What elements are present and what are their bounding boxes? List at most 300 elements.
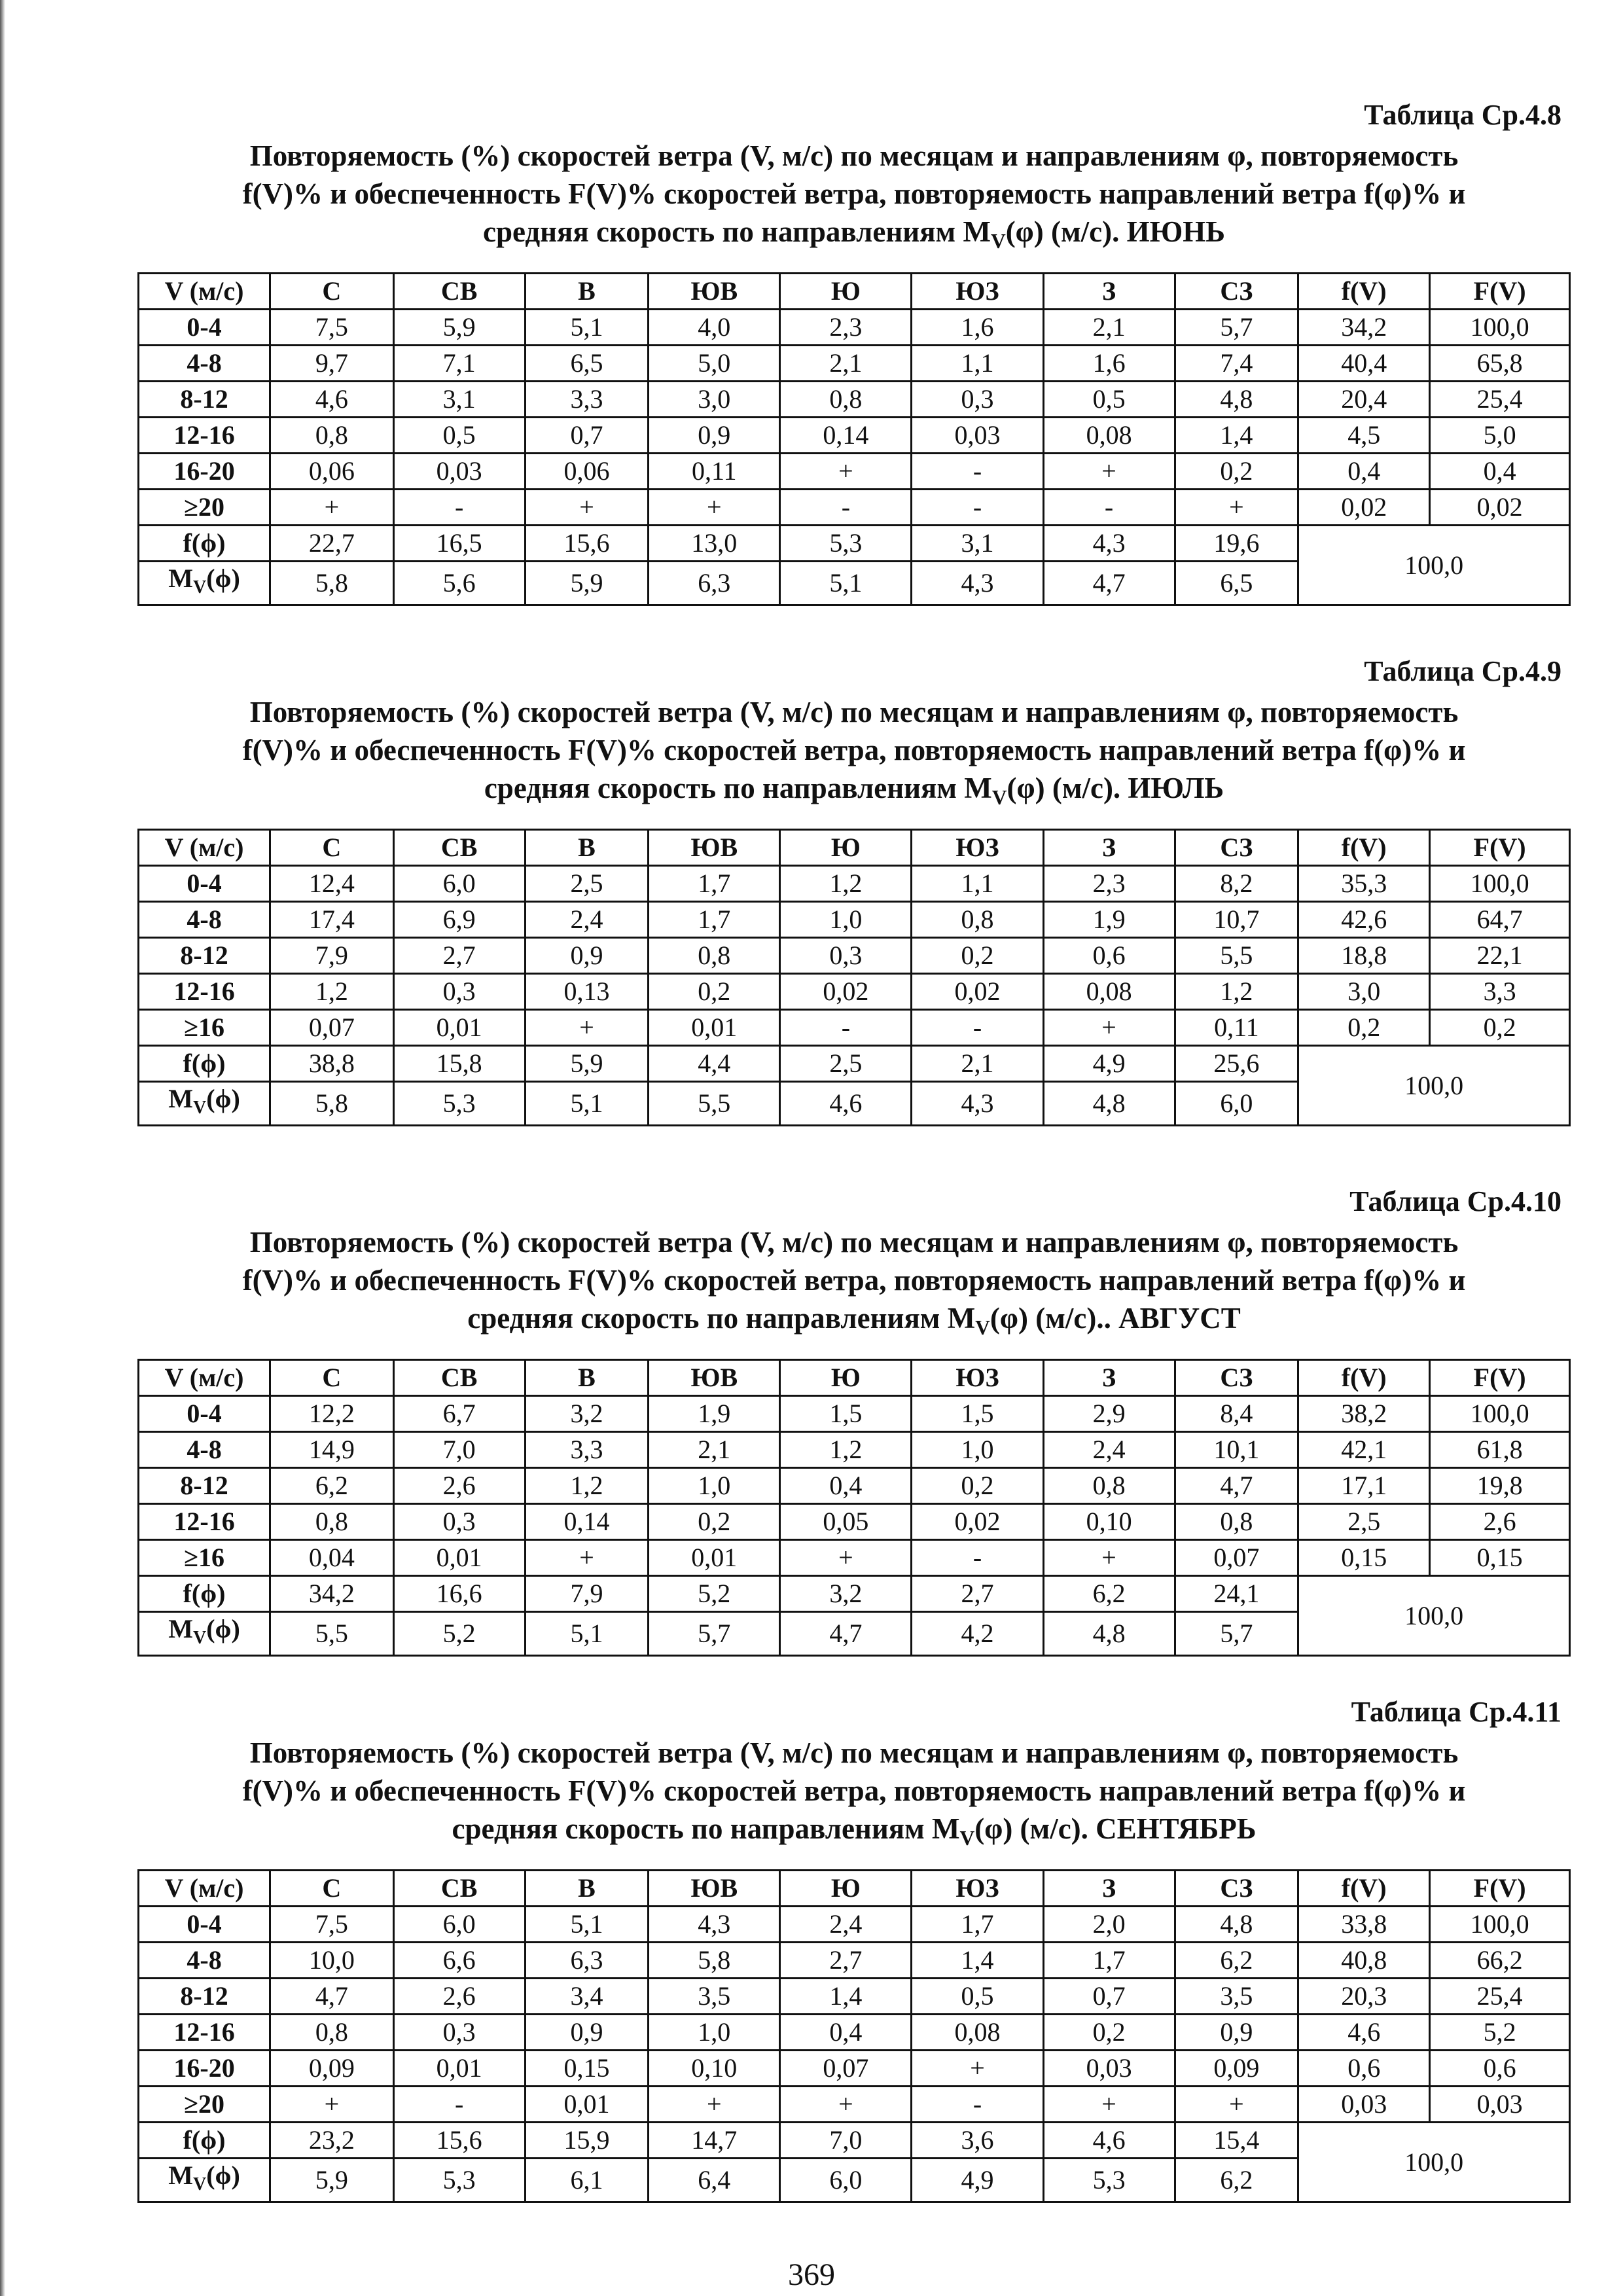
table-cell: 0,15	[1430, 1540, 1570, 1576]
table-row	[139, 902, 1570, 938]
table-cell: +	[649, 2087, 780, 2123]
table-cell: 0-4	[139, 1396, 270, 1432]
table-cell: 0,02	[912, 974, 1043, 1010]
table-cell: 4,0	[649, 310, 780, 346]
table-cell: 0,2	[1175, 454, 1298, 490]
table-cell: 0,01	[649, 1010, 780, 1046]
table-cell: 0,10	[649, 2051, 780, 2087]
table-cell: -	[393, 490, 525, 526]
table-cell: 5,5	[649, 1082, 780, 1126]
table-cell: 5,1	[525, 1907, 649, 1943]
table-cell: -	[912, 490, 1043, 526]
table-cell: 3,5	[1175, 1979, 1298, 2015]
table-cell: 15,6	[525, 526, 649, 562]
table-cell: 0,01	[525, 2087, 649, 2123]
table-cell: 3,3	[525, 1432, 649, 1468]
table-cell: 0,06	[525, 454, 649, 490]
table-cell: 5,9	[525, 562, 649, 605]
table-caption	[137, 1223, 1571, 1347]
table-cell: 6,0	[393, 866, 525, 902]
table-number: Таблица Ср.4.11	[1351, 1696, 1561, 1728]
header-row	[139, 1871, 1570, 1907]
table-cell: -	[780, 1010, 912, 1046]
table-row	[139, 454, 1570, 490]
table-cell: 0,02	[780, 974, 912, 1010]
table-row	[139, 1907, 1570, 1943]
table-cell: 1,2	[525, 1468, 649, 1504]
header-cell: СВ	[393, 1871, 525, 1907]
table-cell: 2,5	[780, 1046, 912, 1082]
table-block	[137, 655, 1571, 1126]
table-cell: 40,8	[1298, 1943, 1430, 1979]
table-cell: 0,6	[1430, 2051, 1570, 2087]
table-cell: 8-12	[139, 382, 270, 418]
wind-table	[137, 1359, 1571, 1657]
table-cell: 12-16	[139, 974, 270, 1010]
table-caption	[137, 137, 1571, 260]
caption-line: f(V)% и обеспеченность F(V)% скоростей ветра, повторяемость направлений ветра f(φ)% и	[242, 1774, 1466, 1807]
table-cell: ≥20	[139, 2087, 270, 2123]
table-number: Таблица Ср.4.8	[1364, 99, 1561, 131]
table-cell: 5,3	[1043, 2159, 1175, 2202]
total-cell: 100,0	[1298, 2123, 1570, 2202]
wind-table	[137, 829, 1571, 1126]
direction-frequency-row	[139, 1576, 1570, 1612]
table-cell: 2,1	[649, 1432, 780, 1468]
table-cell: 6,5	[525, 346, 649, 382]
table-cell: 1,9	[649, 1396, 780, 1432]
table-cell: 34,2	[270, 1576, 394, 1612]
header-cell: F(V)	[1430, 1360, 1570, 1396]
table-cell: 19,6	[1175, 526, 1298, 562]
table-cell: 6,1	[525, 2159, 649, 2202]
table-cell: +	[1175, 490, 1298, 526]
table-cell: $M_V(\phi)$	[139, 2159, 270, 2202]
page-number: 369	[788, 2257, 835, 2292]
table-cell: f(ϕ)	[139, 1576, 270, 1612]
table-row	[139, 1504, 1570, 1540]
header-cell: С	[270, 274, 394, 310]
header-cell: В	[525, 274, 649, 310]
table-cell: 1,0	[780, 902, 912, 938]
table-row	[139, 2015, 1570, 2051]
table-cell: 0,03	[393, 454, 525, 490]
table-cell: 5,1	[525, 310, 649, 346]
table-cell: 8-12	[139, 1468, 270, 1504]
header-cell: СВ	[393, 1360, 525, 1396]
header-cell: V (м/с)	[139, 1360, 270, 1396]
table-cell: +	[525, 1540, 649, 1576]
table-cell: 5,3	[393, 1082, 525, 1126]
table-cell: 0,05	[780, 1504, 912, 1540]
table-cell: +	[525, 490, 649, 526]
table-cell: +	[1043, 1010, 1175, 1046]
table-cell: 4-8	[139, 902, 270, 938]
table-cell: 20,4	[1298, 382, 1430, 418]
table-cell: 4,5	[1298, 418, 1430, 454]
table-cell: 12-16	[139, 1504, 270, 1540]
table-cell: 4-8	[139, 1943, 270, 1979]
table-cell: 0,4	[1298, 454, 1430, 490]
table-block	[137, 1185, 1571, 1657]
table-cell: 35,3	[1298, 866, 1430, 902]
table-cell: 38,2	[1298, 1396, 1430, 1432]
table-cell: 5,3	[393, 2159, 525, 2202]
table-cell: 0,13	[525, 974, 649, 1010]
table-cell: 2,3	[1043, 866, 1175, 902]
table-cell: 3,4	[525, 1979, 649, 2015]
header-cell: f(V)	[1298, 1360, 1430, 1396]
table-cell: -	[393, 2087, 525, 2123]
table-cell: 16-20	[139, 2051, 270, 2087]
table-cell: 4,7	[1175, 1468, 1298, 1504]
table-cell: 4,2	[912, 1612, 1043, 1656]
header-cell: ЮЗ	[912, 1360, 1043, 1396]
table-caption	[137, 693, 1571, 817]
table-cell: 0,2	[649, 974, 780, 1010]
table-cell: 0,2	[1430, 1010, 1570, 1046]
table-cell: 0,6	[1043, 938, 1175, 974]
direction-frequency-row	[139, 2123, 1570, 2159]
header-cell: F(V)	[1430, 830, 1570, 866]
table-cell: 22,7	[270, 526, 394, 562]
table-cell: 6,3	[525, 1943, 649, 1979]
table-row	[139, 1979, 1570, 2015]
table-cell: 65,8	[1430, 346, 1570, 382]
table-cell: 1,2	[1175, 974, 1298, 1010]
header-cell: ЮВ	[649, 1360, 780, 1396]
total-cell: 100,0	[1298, 526, 1570, 605]
table-cell: 0,8	[270, 1504, 394, 1540]
table-row	[139, 974, 1570, 1010]
table-cell: +	[780, 2087, 912, 2123]
table-cell: 0,3	[393, 1504, 525, 1540]
table-cell: 4,9	[912, 2159, 1043, 2202]
table-cell: 17,4	[270, 902, 394, 938]
table-row	[139, 1943, 1570, 1979]
direction-frequency-row	[139, 1046, 1570, 1082]
table-cell: 6,5	[1175, 562, 1298, 605]
table-cell: 10,7	[1175, 902, 1298, 938]
table-cell: 5,9	[393, 310, 525, 346]
table-cell: 5,2	[1430, 2015, 1570, 2051]
table-cell: 4,6	[780, 1082, 912, 1126]
table-cell: 1,7	[1043, 1943, 1175, 1979]
table-cell: 4,6	[1298, 2015, 1430, 2051]
table-cell: 2,3	[780, 310, 912, 346]
table-cell: 15,6	[393, 2123, 525, 2159]
table-cell: 0,03	[1298, 2087, 1430, 2123]
table-cell: 22,1	[1430, 938, 1570, 974]
table-cell: 10,0	[270, 1943, 394, 1979]
table-cell: 4,6	[270, 382, 394, 418]
table-cell: 2,1	[912, 1046, 1043, 1082]
caption-line: средняя скорость по направлениям $M_V(\varphi)$ (м/с).. АВГУСТ	[467, 1302, 1241, 1339]
table-row	[139, 2051, 1570, 2087]
header-cell: F(V)	[1430, 274, 1570, 310]
table-cell: 4,3	[649, 1907, 780, 1943]
table-cell: 0,2	[912, 1468, 1043, 1504]
caption-line: средняя скорость по направлениям $M_V(\varphi)$ (м/с). ИЮЛЬ	[484, 772, 1224, 809]
table-cell: $M_V(\phi)$	[139, 1612, 270, 1656]
caption-line: f(V)% и обеспеченность F(V)% скоростей ветра, повторяемость направлений ветра f(φ)% и	[242, 734, 1466, 766]
table-cell: 0,01	[649, 1540, 780, 1576]
table-cell: 0,08	[1043, 974, 1175, 1010]
table-cell: 5,7	[1175, 1612, 1298, 1656]
table-row	[139, 382, 1570, 418]
table-cell: -	[912, 1010, 1043, 1046]
total-cell: 100,0	[1298, 1046, 1570, 1126]
table-cell: 5,7	[1175, 310, 1298, 346]
table-cell: 8,2	[1175, 866, 1298, 902]
table-cell: 1,0	[649, 2015, 780, 2051]
table-cell: 0,02	[912, 1504, 1043, 1540]
table-cell: 42,1	[1298, 1432, 1430, 1468]
table-cell: 6,2	[1175, 1943, 1298, 1979]
table-cell: 0,04	[270, 1540, 394, 1576]
table-cell: 0,6	[1298, 2051, 1430, 2087]
table-cell: 0,06	[270, 454, 394, 490]
table-row	[139, 490, 1570, 526]
header-cell: Ю	[780, 274, 912, 310]
table-row	[139, 938, 1570, 974]
table-block	[137, 98, 1571, 606]
table-cell: 6,0	[393, 1907, 525, 1943]
table-cell: 1,5	[912, 1396, 1043, 1432]
table-cell: 1,5	[780, 1396, 912, 1432]
table-cell: 5,1	[780, 562, 912, 605]
header-cell: З	[1043, 1360, 1175, 1396]
table-cell: 0,3	[780, 938, 912, 974]
header-cell: СЗ	[1175, 1360, 1298, 1396]
table-cell: 2,5	[525, 866, 649, 902]
table-cell: 25,4	[1430, 382, 1570, 418]
table-cell: 2,5	[1298, 1504, 1430, 1540]
header-cell: С	[270, 830, 394, 866]
table-cell: 12-16	[139, 2015, 270, 2051]
table-cell: 7,9	[525, 1576, 649, 1612]
table-cell: 3,1	[393, 382, 525, 418]
header-cell: f(V)	[1298, 830, 1430, 866]
table-cell: +	[1043, 454, 1175, 490]
table-cell: 1,7	[649, 902, 780, 938]
table-cell: 0,4	[780, 1468, 912, 1504]
table-cell: 7,9	[270, 938, 394, 974]
header-cell: СВ	[393, 274, 525, 310]
table-cell: 2,6	[1430, 1504, 1570, 1540]
table-cell: 0,03	[1043, 2051, 1175, 2087]
table-cell: 66,2	[1430, 1943, 1570, 1979]
table-cell: 2,4	[780, 1907, 912, 1943]
table-cell: 0,14	[525, 1504, 649, 1540]
table-cell: f(ϕ)	[139, 526, 270, 562]
table-cell: 4,8	[1043, 1082, 1175, 1126]
table-cell: 0,09	[1175, 2051, 1298, 2087]
table-row	[139, 1396, 1570, 1432]
table-cell: 6,4	[649, 2159, 780, 2202]
table-cell: 5,2	[393, 1612, 525, 1656]
table-cell: 5,1	[525, 1612, 649, 1656]
table-cell: 8,4	[1175, 1396, 1298, 1432]
table-cell: 61,8	[1430, 1432, 1570, 1468]
table-number: Таблица Ср.4.10	[1349, 1185, 1561, 1217]
table-cell: 0,8	[1043, 1468, 1175, 1504]
table-cell: 0,15	[525, 2051, 649, 2087]
table-cell: 0,10	[1043, 1504, 1175, 1540]
header-cell: З	[1043, 274, 1175, 310]
table-cell: 7,0	[780, 2123, 912, 2159]
table-cell: 7,0	[393, 1432, 525, 1468]
table-cell: 25,4	[1430, 1979, 1570, 2015]
table-cell: 4,7	[1043, 562, 1175, 605]
table-cell: 4,7	[270, 1979, 394, 2015]
caption-line: f(V)% и обеспеченность F(V)% скоростей ветра, повторяемость направлений ветра f(φ)% и	[242, 1264, 1466, 1297]
table-cell: 3,2	[780, 1576, 912, 1612]
table-cell: 100,0	[1430, 1396, 1570, 1432]
table-row	[139, 1468, 1570, 1504]
table-row	[139, 866, 1570, 902]
table-cell: 1,6	[1043, 346, 1175, 382]
table-cell: 0,2	[912, 938, 1043, 974]
table-cell: 34,2	[1298, 310, 1430, 346]
table-cell: 8-12	[139, 938, 270, 974]
header-cell: Ю	[780, 1360, 912, 1396]
table-cell: 1,7	[649, 866, 780, 902]
header-row	[139, 274, 1570, 310]
table-cell: 0,7	[1043, 1979, 1175, 2015]
table-cell: 16-20	[139, 454, 270, 490]
header-cell: З	[1043, 1871, 1175, 1907]
table-cell: 2,7	[393, 938, 525, 974]
table-cell: 5,7	[649, 1612, 780, 1656]
table-cell: 2,7	[912, 1576, 1043, 1612]
table-cell: 0,07	[1175, 1540, 1298, 1576]
table-cell: 0,8	[1175, 1504, 1298, 1540]
table-cell: 4-8	[139, 346, 270, 382]
table-cell: 0,03	[912, 418, 1043, 454]
table-cell: +	[780, 1540, 912, 1576]
table-cell: 5,5	[1175, 938, 1298, 974]
table-cell: 0,9	[525, 938, 649, 974]
table-cell: 6,2	[1175, 2159, 1298, 2202]
header-cell: СЗ	[1175, 274, 1298, 310]
table-cell: 2,0	[1043, 1907, 1175, 1943]
table-cell: 5,8	[270, 1082, 394, 1126]
caption-line: средняя скорость по направлениям $M_V(\varphi)$ (м/с). СЕНТЯБРЬ	[452, 1812, 1257, 1850]
table-cell: 0,8	[780, 382, 912, 418]
caption-line: Повторяемость (%) скоростей ветра (V, м/с) по месяцам и направлениям φ, повторяемость	[249, 1736, 1459, 1769]
table-cell: 6,2	[1043, 1576, 1175, 1612]
table-cell: 0,07	[270, 1010, 394, 1046]
table-cell: 10,1	[1175, 1432, 1298, 1468]
table-cell: 1,4	[912, 1943, 1043, 1979]
wind-table	[137, 1869, 1571, 2203]
table-cell: 0,09	[270, 2051, 394, 2087]
table-cell: 0,03	[1430, 2087, 1570, 2123]
table-cell: +	[270, 490, 394, 526]
table-cell: 6,2	[270, 1468, 394, 1504]
table-cell: 0,01	[393, 1540, 525, 1576]
table-cell: 9,7	[270, 346, 394, 382]
table-cell: 1,2	[780, 1432, 912, 1468]
table-cell: 12-16	[139, 418, 270, 454]
table-cell: 2,7	[780, 1943, 912, 1979]
table-cell: 42,6	[1298, 902, 1430, 938]
table-cell: 6,9	[393, 902, 525, 938]
header-cell: В	[525, 1360, 649, 1396]
table-cell: 5,8	[270, 562, 394, 605]
table-cell: 3,6	[912, 2123, 1043, 2159]
table-cell: 14,9	[270, 1432, 394, 1468]
table-cell: 0-4	[139, 1907, 270, 1943]
table-cell: ≥20	[139, 490, 270, 526]
table-cell: 1,9	[1043, 902, 1175, 938]
table-cell: 40,4	[1298, 346, 1430, 382]
table-cell: 0,08	[1043, 418, 1175, 454]
table-cell: 8-12	[139, 1979, 270, 2015]
header-cell: С	[270, 1360, 394, 1396]
table-cell: 1,0	[649, 1468, 780, 1504]
table-cell: 2,6	[393, 1468, 525, 1504]
table-cell: 1,7	[912, 1907, 1043, 1943]
table-cell: 3,3	[1430, 974, 1570, 1010]
table-cell: 3,2	[525, 1396, 649, 1432]
table-cell: 12,2	[270, 1396, 394, 1432]
table-cell: -	[912, 2087, 1043, 2123]
table-cell: 1,4	[1175, 418, 1298, 454]
table-cell: 19,8	[1430, 1468, 1570, 1504]
table-cell: 5,9	[525, 1046, 649, 1082]
table-cell: 7,4	[1175, 346, 1298, 382]
table-cell: 4,9	[1043, 1046, 1175, 1082]
table-row	[139, 346, 1570, 382]
header-cell: СЗ	[1175, 830, 1298, 866]
table-cell: 1,6	[912, 310, 1043, 346]
table-caption	[137, 1734, 1571, 1857]
table-cell: 3,1	[912, 526, 1043, 562]
table-cell: +	[1043, 2087, 1175, 2123]
table-cell: 100,0	[1430, 1907, 1570, 1943]
table-cell: $M_V(\phi)$	[139, 1082, 270, 1126]
table-cell: +	[1043, 1540, 1175, 1576]
table-number: Таблица Ср.4.9	[1364, 655, 1561, 687]
table-cell: 25,6	[1175, 1046, 1298, 1082]
table-cell: 0,4	[1430, 454, 1570, 490]
table-cell: 23,2	[270, 2123, 394, 2159]
table-cell: 6,6	[393, 1943, 525, 1979]
table-cell: 2,6	[393, 1979, 525, 2015]
table-cell: -	[912, 1540, 1043, 1576]
table-cell: f(ϕ)	[139, 1046, 270, 1082]
table-cell: 0,02	[1298, 490, 1430, 526]
table-cell: 0-4	[139, 310, 270, 346]
table-cell: 0,15	[1298, 1540, 1430, 1576]
table-row	[139, 1432, 1570, 1468]
table-cell: 5,5	[270, 1612, 394, 1656]
table-cell: 6,7	[393, 1396, 525, 1432]
table-cell: 5,9	[270, 2159, 394, 2202]
table-cell: -	[780, 490, 912, 526]
header-cell: С	[270, 1871, 394, 1907]
table-cell: +	[649, 490, 780, 526]
table-cell: +	[270, 2087, 394, 2123]
table-cell: 0,9	[525, 2015, 649, 2051]
table-cell: 0,5	[1043, 382, 1175, 418]
table-cell: 4,3	[1043, 526, 1175, 562]
table-cell: 3,0	[649, 382, 780, 418]
table-row	[139, 310, 1570, 346]
table-cell: 2,4	[1043, 1432, 1175, 1468]
